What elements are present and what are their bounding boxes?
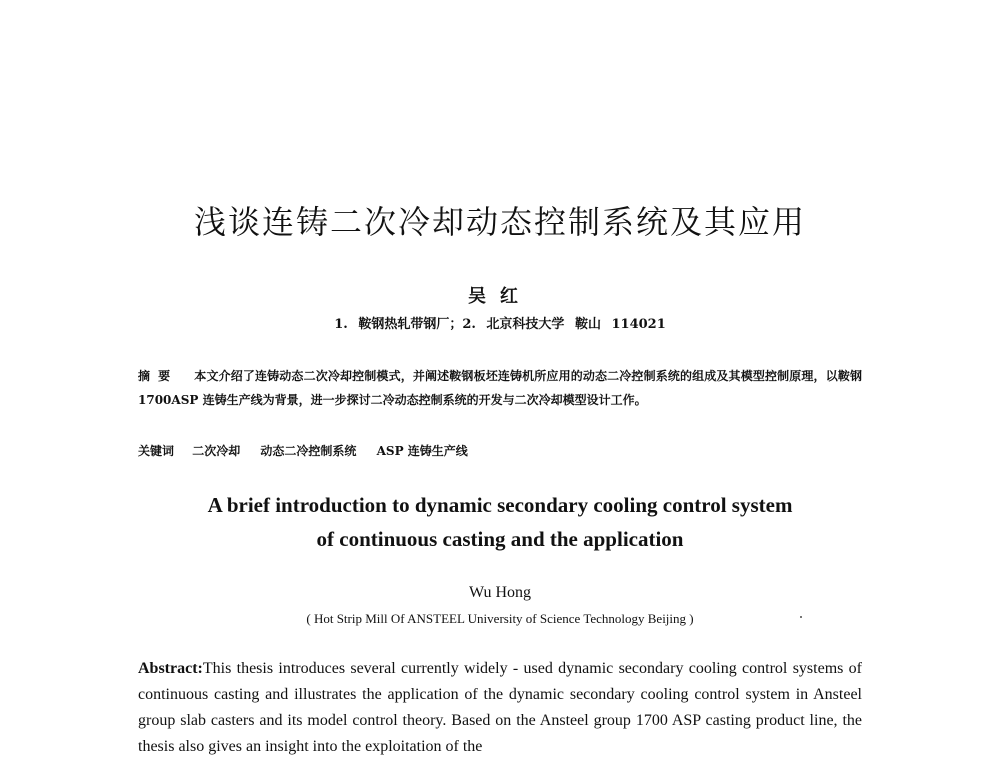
english-abstract-label: Abstract: [138, 660, 203, 677]
english-abstract-text: This thesis introduces several currently widely - used dynamic secondary cooling control systems of continuous casting and illustrates the application of the dynamic secondary cooling control system in Ansteel group slab casters and its model control theory. Based on the Ansteel group 1700 ASP casting product line, the thesis also gives an insight into the exploitation of the [138, 660, 862, 755]
keyword: 动态二冷控制系统 [260, 444, 357, 458]
scan-speck [800, 616, 802, 618]
chinese-abstract-text: 本文介绍了连铸动态二次冷却控制模式，并阐述鞍钢板坯连铸机所应用的动态二冷控制系统的组成及其模型控制原理，以鞍钢 1700ASP 连铸生产线为背景，进一步探讨二冷动态控制系统的开发与二次冷却模型设计工作。 [138, 369, 862, 407]
chinese-keywords [138, 441, 862, 461]
chinese-title: 浅谈连铸二次冷却动态控制系统及其应用 [193, 203, 806, 241]
english-abstract [138, 656, 862, 760]
keyword: ASP 连铸生产线 [376, 444, 468, 458]
english-affiliation: ( Hot Strip Mill Of ANSTEEL University of Science Technology Beijing ) [306, 611, 694, 626]
english-title [0, 488, 1000, 556]
english-title-line-2: of continuous casting and the application [316, 527, 684, 551]
chinese-affiliation: 1. 鞍钢热轧带钢厂；2. 北京科技大学 鞍山 114021 [334, 317, 666, 332]
chinese-keywords-label: 关键词 [138, 444, 175, 458]
english-author: Wu Hong [468, 584, 531, 601]
keyword: 二次冷却 [192, 444, 241, 458]
english-title-line-1: A brief introduction to dynamic secondary cooling control system [207, 493, 793, 517]
chinese-abstract-label: 摘要 [138, 369, 179, 383]
chinese-author: 吴红 [468, 286, 532, 307]
chinese-abstract [138, 364, 862, 412]
